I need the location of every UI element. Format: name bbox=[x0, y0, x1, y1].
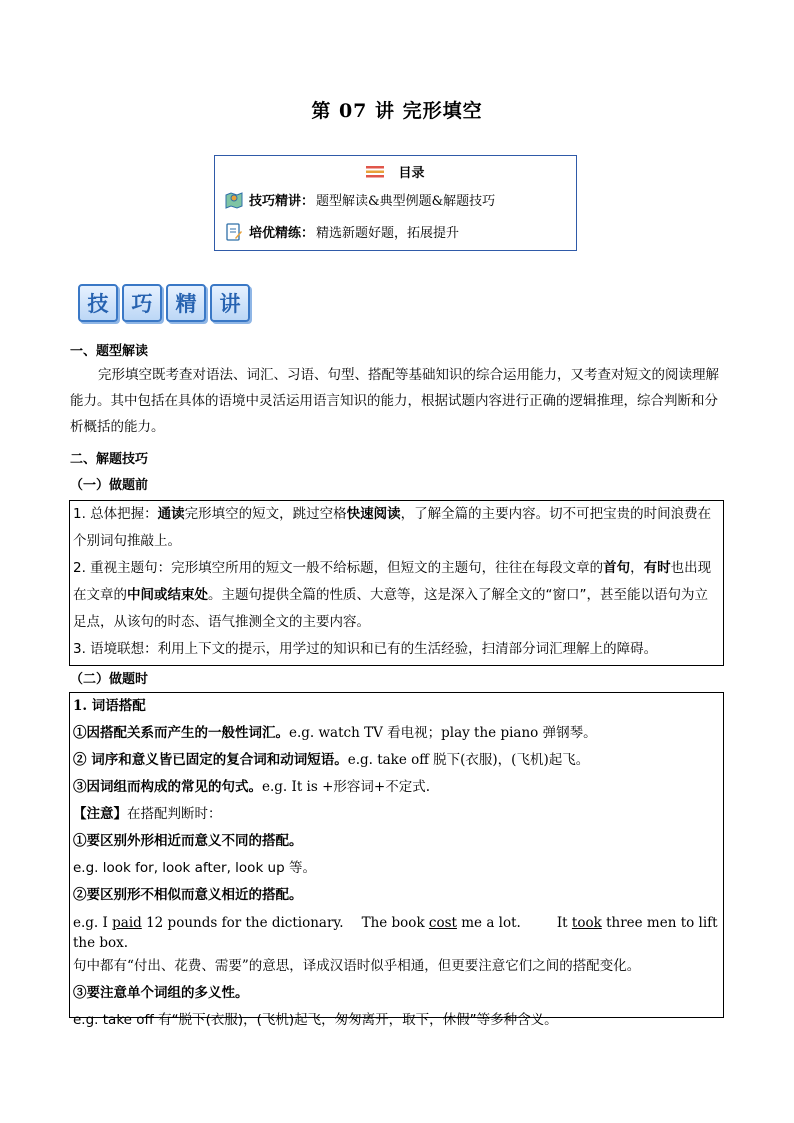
section-heading: 一、题型解读 bbox=[70, 344, 149, 359]
section-banner bbox=[78, 284, 250, 322]
table-of-contents bbox=[214, 155, 577, 251]
subsection-heading: （二）做题时 bbox=[70, 672, 149, 687]
tip-line: 句中都有“付出、花费、需要”的意思，译成汉语时似乎相通，但更要注意它们之间的搭配变化。 bbox=[73, 958, 641, 974]
page-title: 第 07 讲 完形填空 bbox=[311, 100, 483, 122]
map-pin-icon bbox=[225, 191, 243, 209]
tip-line: 【注意】在搭配判断时： bbox=[73, 806, 222, 822]
tip-paragraph: 3. 语境联想：利用上下文的提示，用学过的知识和已有的生活经验，扫清部分词汇理解上的障碍。 bbox=[73, 641, 658, 657]
section-body: 完形填空既考查对语法、词汇、习语、句型、搭配等基础知识的综合运用能力，又考查对短文的阅读理解能力。其中包括在具体的语境中灵活运用语言知识的能力，根据试题内容进行正确的逻辑推理，综合判断和分析概括的能力。 bbox=[70, 367, 719, 435]
tips-before-box bbox=[69, 500, 724, 666]
tip-line: ② 词序和意义皆已固定的复合词和动词短语。e.g. take off 脱下(衣服)，(飞机)起飞。 bbox=[73, 752, 590, 768]
section-heading: 二、解题技巧 bbox=[70, 452, 149, 467]
tip-line: ①因搭配关系而产生的一般性词汇。e.g. watch TV 看电视；play the piano 弹钢琴。 bbox=[73, 725, 597, 741]
subsection-heading: （一）做题前 bbox=[70, 478, 149, 493]
tip-line: ③要注意单个词组的多义性。 bbox=[73, 985, 249, 1001]
banner-tile: 讲 bbox=[210, 284, 250, 322]
toc-heading: 目录 bbox=[215, 162, 576, 181]
banner-tile: 精 bbox=[166, 284, 206, 322]
tip-line: e.g. take off 有“脱下(衣服)，(飞机)起飞，匆匆离开，取下，休假”等多种含义。 bbox=[73, 1012, 558, 1028]
tip-paragraph: 1. 总体把握：通读完形填空的短文，跳过空格快速阅读，了解全篇的主要内容。切不可把宝贵的时间浪费在个别词句推敲上。 bbox=[73, 506, 712, 549]
toc-item-skills[interactable]: 技巧精讲： 题型解读&典型例题&解题技巧 bbox=[225, 190, 495, 209]
tip-line: ②要区别形不相似而意义相近的搭配。 bbox=[73, 887, 303, 903]
banner-tile: 技 bbox=[78, 284, 118, 322]
banner-tile: 巧 bbox=[122, 284, 162, 322]
tip-line: 1. 词语搭配 bbox=[73, 698, 146, 714]
tip-paragraph: 2. 重视主题句：完形填空所用的短文一般不给标题，但短文的主题句，往往在每段文章的首句，有时也出现在文章的中间或结束处。主题句提供全篇的性质、大意等，这是深入了解全文的“窗口”，甚至能以语句为立足点，从该句的时态、语气推测全文的主要内容。 bbox=[73, 560, 712, 630]
tip-line: ①要区别外形相近而意义不同的搭配。 bbox=[73, 833, 303, 849]
document-edit-icon bbox=[225, 223, 243, 241]
tip-line: e.g. look for, look after, look up 等。 bbox=[73, 860, 316, 876]
tip-line: e.g. I paid 12 pounds for the dictionary. The book cost me a lot. It took three men to lift the box. bbox=[73, 915, 718, 951]
list-icon bbox=[366, 166, 384, 178]
tips-during-box bbox=[69, 692, 724, 1028]
tip-line: ③因词组而构成的常见的句式。e.g. It is +形容词+不定式. bbox=[73, 779, 431, 795]
toc-item-practice[interactable]: 培优精练： 精选新题好题，拓展提升 bbox=[225, 222, 459, 241]
